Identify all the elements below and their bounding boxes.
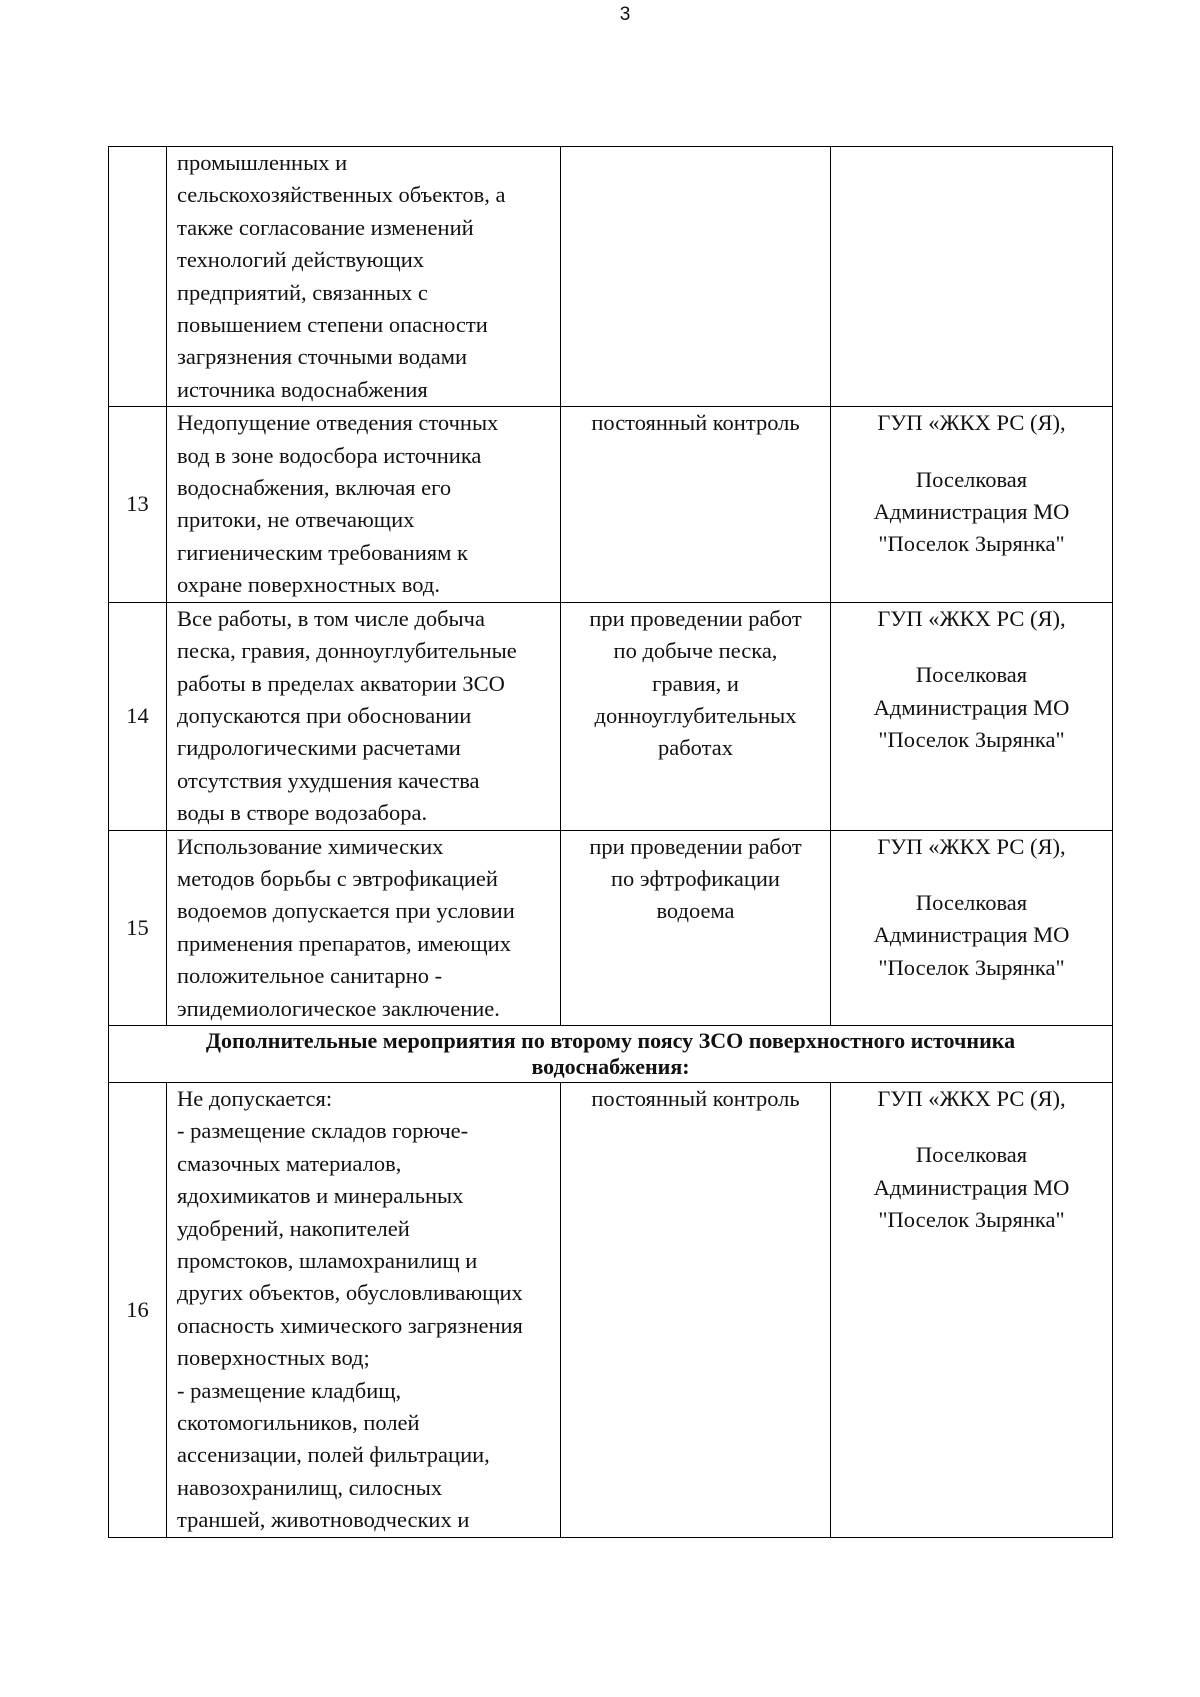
- term-line: по эфтрофикации: [611, 865, 780, 891]
- responsible-admin-line: "Поселок Зырянка": [878, 954, 1065, 980]
- measure-description: [167, 1082, 561, 1537]
- resp-spacer: [831, 635, 1112, 659]
- description-line: положительное санитарно -: [177, 963, 443, 989]
- term-line: водоема: [656, 898, 735, 924]
- measure-term: [561, 147, 831, 407]
- measures-table: [108, 146, 1113, 1538]
- section-header: [109, 1025, 1113, 1082]
- responsible-admin-line: Администрация МО: [873, 922, 1070, 948]
- row-number: 15: [109, 830, 167, 1025]
- responsible-admin-line: Поселковая: [915, 662, 1028, 688]
- term-line: гравия, и: [652, 670, 739, 696]
- description-line: технологий действующих: [177, 247, 425, 273]
- description-line: применения препаратов, имеющих: [177, 930, 511, 956]
- description-line: повышением степени опасности: [177, 312, 488, 338]
- measure-description: [167, 407, 561, 602]
- term-line: по добыче песка,: [613, 638, 778, 664]
- description-line: загрязнения сточными водами: [177, 344, 468, 370]
- description-line: песка, гравия, донноуглубительные: [177, 638, 517, 664]
- responsible-admin-line: Поселковая: [915, 466, 1028, 492]
- description-line: гидрологическими расчетами: [177, 735, 461, 761]
- description-line: поверхностных вод;: [177, 1345, 370, 1371]
- measure-description: [167, 602, 561, 830]
- measure-term: [561, 407, 831, 602]
- description-line: удобрений, накопителей: [177, 1215, 410, 1241]
- row-number: [109, 147, 167, 407]
- description-line: гигиеническим требованиям к: [177, 539, 468, 565]
- page-number: 3: [619, 4, 631, 25]
- row-number: 14: [109, 602, 167, 830]
- measure-term: [561, 830, 831, 1025]
- description-line: воды в створе водозабора.: [177, 800, 428, 826]
- description-line: - размещение кладбищ,: [177, 1377, 402, 1403]
- table-row: [109, 407, 1113, 602]
- description-line: ассенизации, полей фильтрации,: [177, 1442, 490, 1468]
- resp-spacer: [831, 440, 1112, 464]
- description-line: методов борьбы с эвтрофикацией: [177, 865, 498, 891]
- term-line: при проведении работ: [589, 833, 802, 859]
- measure-description: [167, 830, 561, 1025]
- resp-spacer: [831, 1115, 1112, 1139]
- description-line: работы в пределах акватории ЗСО: [177, 670, 505, 696]
- description-line: охране поверхностных вод.: [177, 572, 440, 598]
- description-line: источника водоснабжения: [177, 376, 428, 402]
- table-row: [109, 830, 1113, 1025]
- description-line: допускаются при обосновании: [177, 702, 472, 728]
- description-line: Все работы, в том числе добыча: [177, 605, 485, 631]
- description-line: ядохимикатов и минеральных: [177, 1183, 464, 1209]
- measure-term: [561, 602, 831, 830]
- responsible-admin-line: "Поселок Зырянка": [878, 531, 1065, 557]
- responsible-org: ГУП «ЖКХ РС (Я),: [877, 833, 1066, 859]
- section-header-line: Дополнительные мероприятия по второму поясу ЗСО поверхностного источника: [205, 1027, 1016, 1053]
- resp-spacer: [831, 863, 1112, 887]
- section-header-row: [109, 1025, 1113, 1082]
- description-line: притоки, не отвечающих: [177, 507, 415, 533]
- row-number: 16: [109, 1082, 167, 1537]
- responsible-org: ГУП «ЖКХ РС (Я),: [877, 605, 1066, 631]
- description-line: Недопущение отведения сточных: [177, 410, 499, 436]
- responsible: [831, 602, 1113, 830]
- responsible-org: ГУП «ЖКХ РС (Я),: [877, 410, 1066, 436]
- term-line: постоянный контроль: [591, 410, 800, 436]
- responsible: [831, 1082, 1113, 1537]
- responsible: [831, 830, 1113, 1025]
- description-line: опасность химического загрязнения: [177, 1312, 523, 1338]
- description-line: скотомогильников, полей: [177, 1410, 420, 1436]
- description-line: эпидемиологическое заключение.: [177, 995, 500, 1021]
- measure-description: [167, 147, 561, 407]
- table-row: [109, 1082, 1113, 1537]
- measure-term: [561, 1082, 831, 1537]
- responsible-admin-line: Администрация МО: [873, 694, 1070, 720]
- description-line: навозохранилищ, силосных: [177, 1474, 443, 1500]
- responsible-admin-line: Администрация МО: [873, 499, 1070, 525]
- description-line: водоснабжения, включая его: [177, 475, 452, 501]
- term-line: работах: [658, 735, 733, 761]
- term-line: постоянный контроль: [591, 1085, 800, 1111]
- description-line: водоемов допускается при условии: [177, 898, 515, 924]
- description-line: промстоков, шламохранилищ и: [177, 1248, 478, 1273]
- responsible-org: ГУП «ЖКХ РС (Я),: [877, 1085, 1066, 1111]
- table-row: [109, 147, 1113, 407]
- table-row: [109, 602, 1113, 830]
- section-header-line: водоснабжения:: [531, 1053, 690, 1079]
- description-line: промышленных и: [177, 150, 348, 175]
- description-line: сельскохозяйственных объектов, а: [177, 182, 506, 208]
- description-line: предприятий, связанных с: [177, 279, 428, 305]
- responsible: [831, 147, 1113, 407]
- description-line: других объектов, обусловливающих: [177, 1280, 523, 1306]
- row-number: 13: [109, 407, 167, 602]
- responsible-admin-line: "Поселок Зырянка": [878, 726, 1065, 752]
- description-line: вод в зоне водосбора источника: [177, 442, 482, 468]
- responsible-admin-line: Поселковая: [915, 889, 1028, 915]
- description-line: также согласование изменений: [177, 214, 474, 240]
- description-line: смазочных материалов,: [177, 1150, 402, 1176]
- term-line: донноуглубительных: [594, 702, 797, 728]
- description-line: - размещение складов горюче-: [177, 1118, 469, 1144]
- description-line: траншей, животноводческих и: [177, 1507, 470, 1533]
- description-line: Не допускается:: [177, 1085, 333, 1111]
- responsible-admin-line: Администрация МО: [873, 1174, 1070, 1200]
- responsible-admin-line: Поселковая: [915, 1142, 1028, 1168]
- responsible-admin-line: "Поселок Зырянка": [878, 1207, 1065, 1233]
- description-line: отсутствия ухудшения качества: [177, 767, 480, 793]
- description-line: Использование химических: [177, 833, 444, 859]
- responsible: [831, 407, 1113, 602]
- term-line: при проведении работ: [589, 605, 802, 631]
